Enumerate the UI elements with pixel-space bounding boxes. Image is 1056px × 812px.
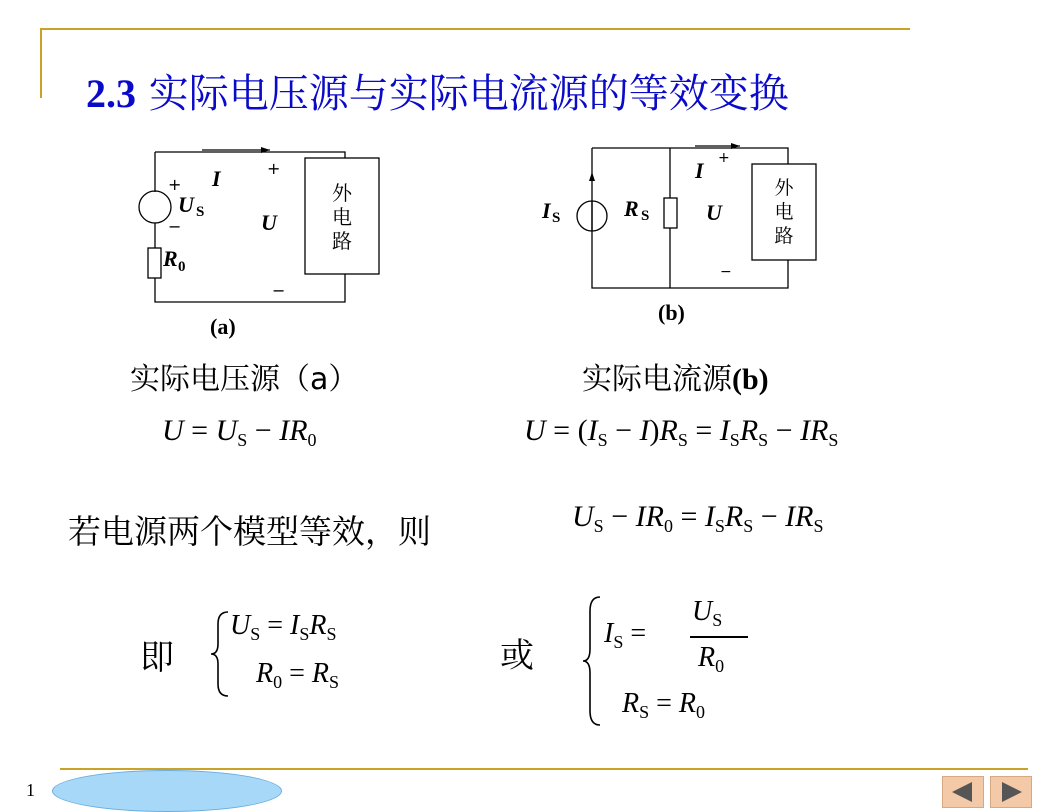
fraction-bar <box>690 636 748 638</box>
ji-line-2: $R_0 = R_S$ <box>256 658 340 692</box>
label-i-a: I <box>212 166 221 191</box>
page-title <box>86 62 789 119</box>
huo-frac-num: $U_S$ <box>692 596 723 630</box>
label-r0: R <box>163 246 178 271</box>
left-rule <box>40 28 42 98</box>
plus-left-a: + <box>168 175 182 194</box>
box-b-char-3: 路 <box>774 225 794 247</box>
resistor-rs <box>664 198 677 228</box>
section-title: 实际电压源与实际电流源的等效变换 <box>148 71 789 117</box>
footer-ellipse[interactable] <box>52 770 282 812</box>
minus-right-a: − <box>272 281 286 300</box>
prev-arrow-icon <box>952 782 972 802</box>
plus-right-a: + <box>267 159 281 178</box>
label-rs-sub: S <box>641 208 650 224</box>
label-u-a: U <box>261 210 277 235</box>
current-source-caption <box>582 354 769 398</box>
top-rule <box>40 28 910 30</box>
box-a-char-2: 电 <box>332 205 352 229</box>
label-rs: R <box>624 196 639 221</box>
label-r0-sub: 0 <box>178 259 186 275</box>
caption-b: (b) <box>658 300 685 325</box>
formula-voltage: $U = U_S - IR_0$ <box>162 414 317 450</box>
circuit-b <box>540 138 830 298</box>
current-source-caption-tag: (b) <box>732 363 769 396</box>
box-b-char-1: 外 <box>774 177 794 199</box>
ji-label: 即 <box>140 638 174 678</box>
label-us-sub: S <box>196 204 205 220</box>
next-slide-button[interactable] <box>990 776 1032 808</box>
label-i-b: I <box>695 158 704 183</box>
label-us: U <box>178 192 194 217</box>
ji-line-1: $U_S = I_SR_S$ <box>230 610 337 644</box>
formula-text-holder <box>0 0 1 1</box>
circuit-a <box>120 140 400 340</box>
page-number: 1 <box>26 780 35 800</box>
equivalence-lead: 若电源两个模型等效，则 <box>68 512 431 551</box>
huo-label: 或 <box>500 636 534 676</box>
label-is-sub: S <box>552 210 561 226</box>
huo-line-1-lhs: $I_S$ = <box>604 618 647 652</box>
minus-b: − <box>720 264 732 280</box>
ji-brace <box>208 610 232 698</box>
minus-left-a: − <box>168 217 182 236</box>
voltage-source-caption: 实际电压源（a） <box>130 362 359 397</box>
formula-voltage-text <box>0 0 1 1</box>
prev-slide-button[interactable] <box>942 776 984 808</box>
huo-brace <box>580 595 604 727</box>
formula-current: $U = (I_S - I)R_S = I_SR_S - IR_S$ <box>524 414 839 450</box>
voltage-source-symbol <box>139 191 171 223</box>
label-u-b: U <box>706 200 722 225</box>
resistor-r0 <box>148 248 161 278</box>
formula-equivalence: $U_S - IR_0 = I_SR_S - IR_S$ <box>572 500 824 536</box>
current-source-caption-cn: 实际电流源 <box>582 362 732 397</box>
label-is: I <box>542 198 551 223</box>
next-arrow-icon <box>1002 782 1022 802</box>
huo-frac-den: $R_0$ <box>698 642 725 676</box>
section-number: 2.3 <box>86 71 136 116</box>
box-a-char-3: 路 <box>332 229 352 253</box>
plus-b: + <box>718 150 730 166</box>
box-b-char-2: 电 <box>774 201 794 223</box>
huo-line-2: $R_S = R_0$ <box>622 688 706 722</box>
caption-a: (a) <box>210 314 236 339</box>
bottom-rule <box>60 768 1028 770</box>
box-a-char-1: 外 <box>332 181 352 205</box>
